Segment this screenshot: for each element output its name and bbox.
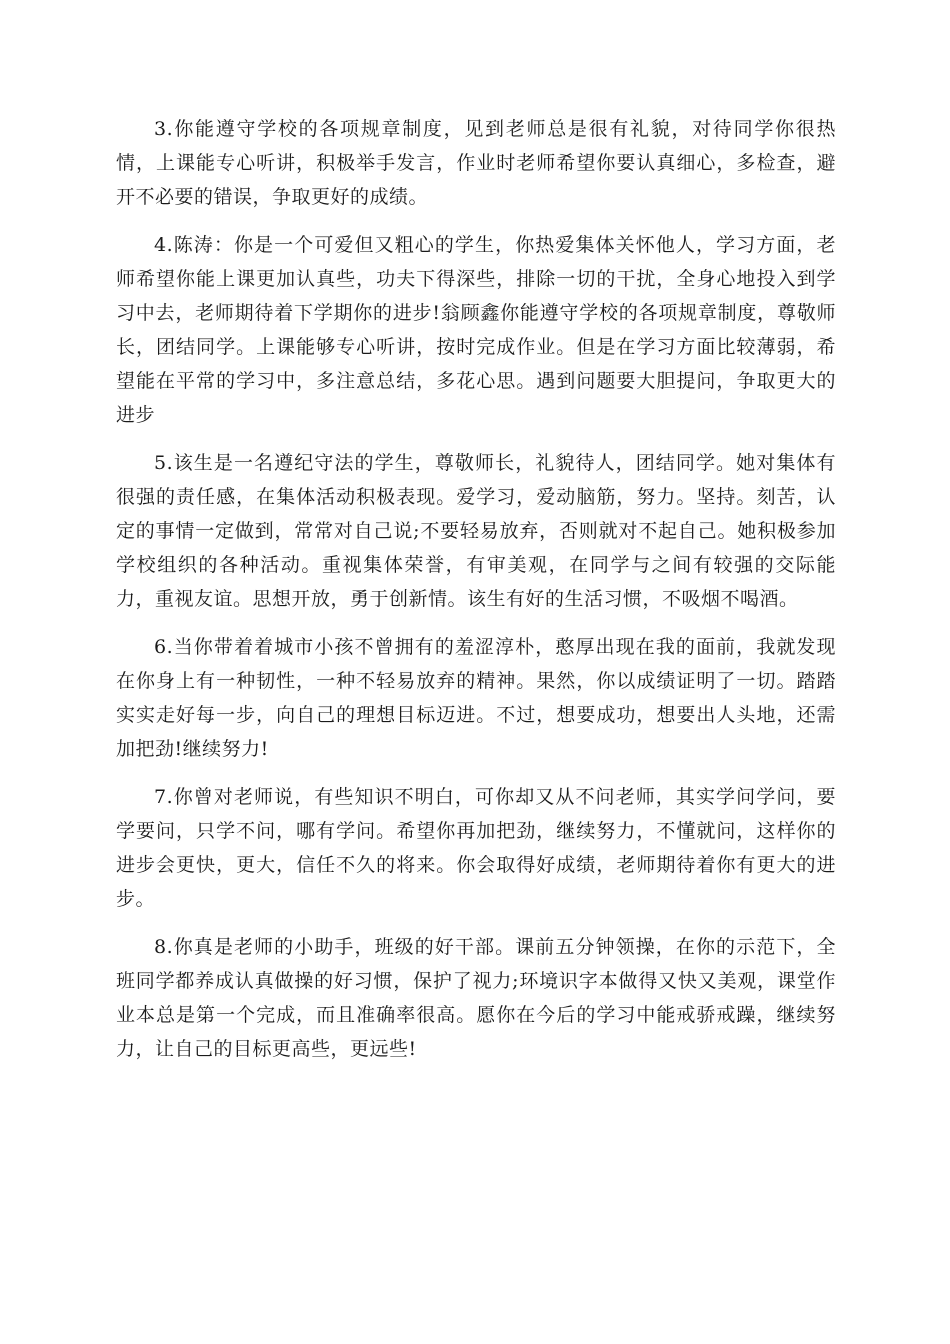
comment-paragraph-5: 5.该生是一名遵纪守法的学生，尊敬师长，礼貌待人，团结同学。她对集体有很强的责任感，在集体活动积极表现。爱学习，爱动脑筋，努力。坚持。刻苦，认定的事情一定做到，常常对自己说;不要轻易放弃，否则就对不起自己。她积极参加学校组织的各种活动。重视集体荣誉，有审美观，在同学与之间有较强的交际能力，重视友谊。思想开放，勇于创新情。该生有好的生活习惯，不吸烟不喝酒。 [116,452,836,610]
comment-paragraph-8: 8.你真是老师的小助手，班级的好干部。课前五分钟领操，在你的示范下，全班同学都养成认真做操的好习惯，保护了视力;环境识字本做得又快又美观，课堂作业本总是第一个完成，而且准确率很高。愿你在今后的学习中能戒骄戒躁，继续努力，让自己的目标更高些，更远些! [116,936,836,1060]
comment-paragraph-4: 4.陈涛：你是一个可爱但又粗心的学生，你热爱集体关怀他人，学习方面，老师希望你能上课更加认真些，功夫下得深些，排除一切的干扰，全身心地投入到学习中去，老师期待着下学期你的进步!翁顾鑫你能遵守学校的各项规章制度，尊敬师长，团结同学。上课能够专心听讲，按时完成作业。但是在学习方面比较薄弱，希望能在平常的学习中，多注意总结，多花心思。遇到问题要大胆提问，争取更大的进步 [116,234,836,426]
comment-paragraph-6: 6.当你带着着城市小孩不曾拥有的羞涩淳朴，憨厚出现在我的面前，我就发现在你身上有一种韧性，一种不轻易放弃的精神。果然，你以成绩证明了一切。踏踏实实走好每一步，向自己的理想目标迈进。不过，想要成功，想要出人头地，还需加把劲!继续努力! [116,636,836,760]
comment-paragraph-3: 3.你能遵守学校的各项规章制度，见到老师总是很有礼貌，对待同学你很热情，上课能专心听讲，积极举手发言，作业时老师希望你要认真细心，多检查，避开不必要的错误，争取更好的成绩。 [116,118,836,208]
document-body [116,112,836,1080]
comment-paragraph-7: 7.你曾对老师说，有些知识不明白，可你却又从不问老师，其实学问学问，要学要问，只学不问，哪有学问。希望你再加把劲，继续努力，不懂就问，这样你的进步会更快，更大，信任不久的将来。你会取得好成绩，老师期待着你有更大的进步。 [116,786,836,910]
